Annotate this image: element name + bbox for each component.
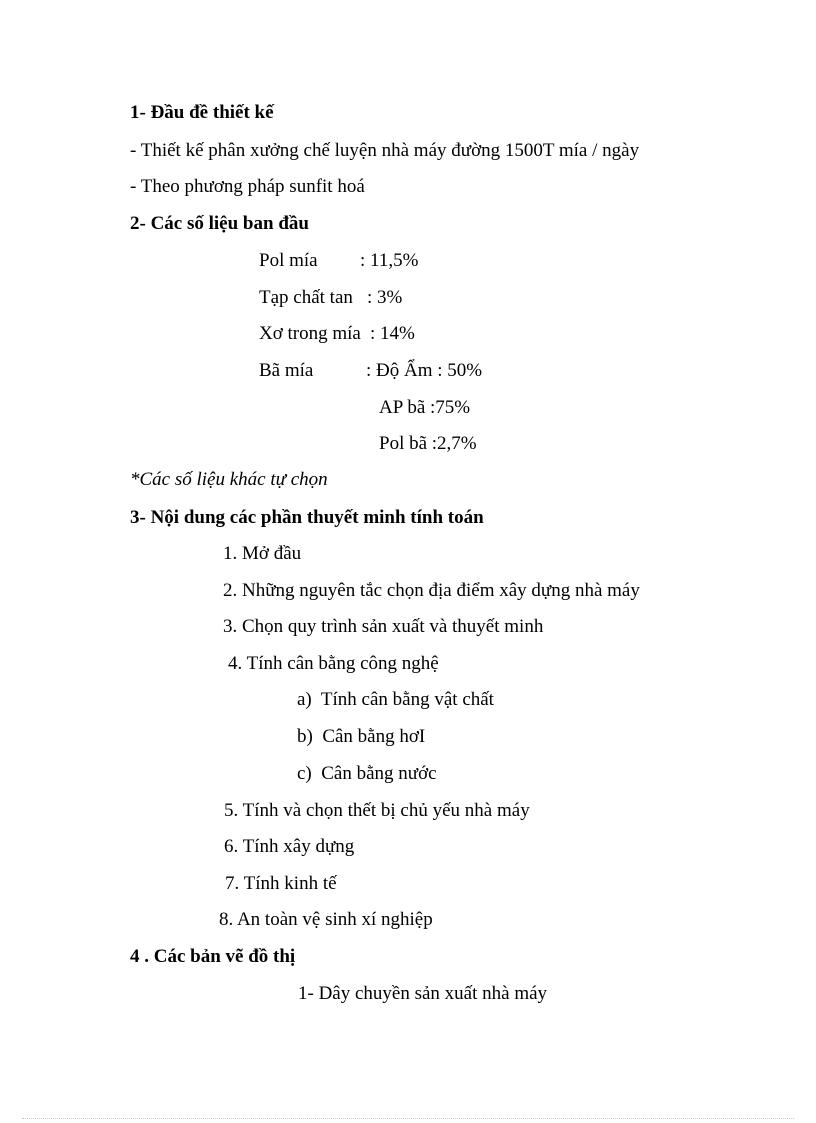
param-value-ba-mia: : Độ Ẩm : 50% (366, 360, 483, 381)
content-sub-item: c) Cân bằng nước (297, 763, 437, 784)
content-item: 5. Tính và chọn thết bị chủ yếu nhà máy (224, 800, 530, 821)
section-2-heading: 2- Các số liệu ban đầu (130, 213, 309, 234)
content-sub-item: a) Tính cân bằng vật chất (297, 689, 494, 710)
param-label-pol-mia: Pol mía (259, 250, 318, 271)
param-value-xo-trong-mia: : 14% (370, 323, 415, 344)
content-item: 4. Tính cân bằng công nghệ (228, 653, 439, 674)
content-sub-item: b) Cân bằng hơI (297, 726, 426, 747)
param-label-tap-chat-tan: Tạp chất tan (259, 287, 353, 308)
param-value-tap-chat-tan: : 3% (367, 287, 403, 308)
bagasse-sub-ap: AP bã :75% (379, 397, 471, 418)
content-item: 8. An toàn vệ sinh xí nghiệp (219, 909, 433, 930)
content-item: 6. Tính xây dựng (224, 836, 355, 857)
content-item: 2. Những nguyên tắc chọn địa điểm xây dựng nhà máy (223, 580, 640, 601)
section-3-heading: 3- Nội dung các phần thuyết minh tính toán (130, 507, 484, 528)
param-label-xo-trong-mia: Xơ trong mía (259, 323, 361, 344)
section-1-item: - Theo phương pháp sunfit hoá (130, 176, 365, 197)
param-label-ba-mia: Bã mía (259, 360, 314, 381)
page-bottom-divider (22, 1118, 794, 1119)
note-other-params: *Các số liệu khác tự chọn (130, 469, 328, 490)
section-1-heading: 1- Đầu đề thiết kế (130, 102, 274, 123)
param-value-pol-mia: : 11,5% (360, 250, 419, 271)
content-item: 1. Mở đầu (223, 543, 302, 564)
bagasse-sub-pol: Pol bã :2,7% (379, 433, 477, 454)
section-1-item: - Thiết kế phân xưởng chế luyện nhà máy đường 1500T mía / ngày (130, 140, 640, 161)
content-item: 3. Chọn quy trình sản xuất và thuyết minh (223, 616, 544, 637)
content-item: 7. Tính kinh tế (225, 873, 337, 894)
section-4-heading: 4 . Các bản vẽ đồ thị (130, 946, 296, 967)
drawing-item: 1- Dây chuyền sản xuất nhà máy (298, 983, 548, 1004)
